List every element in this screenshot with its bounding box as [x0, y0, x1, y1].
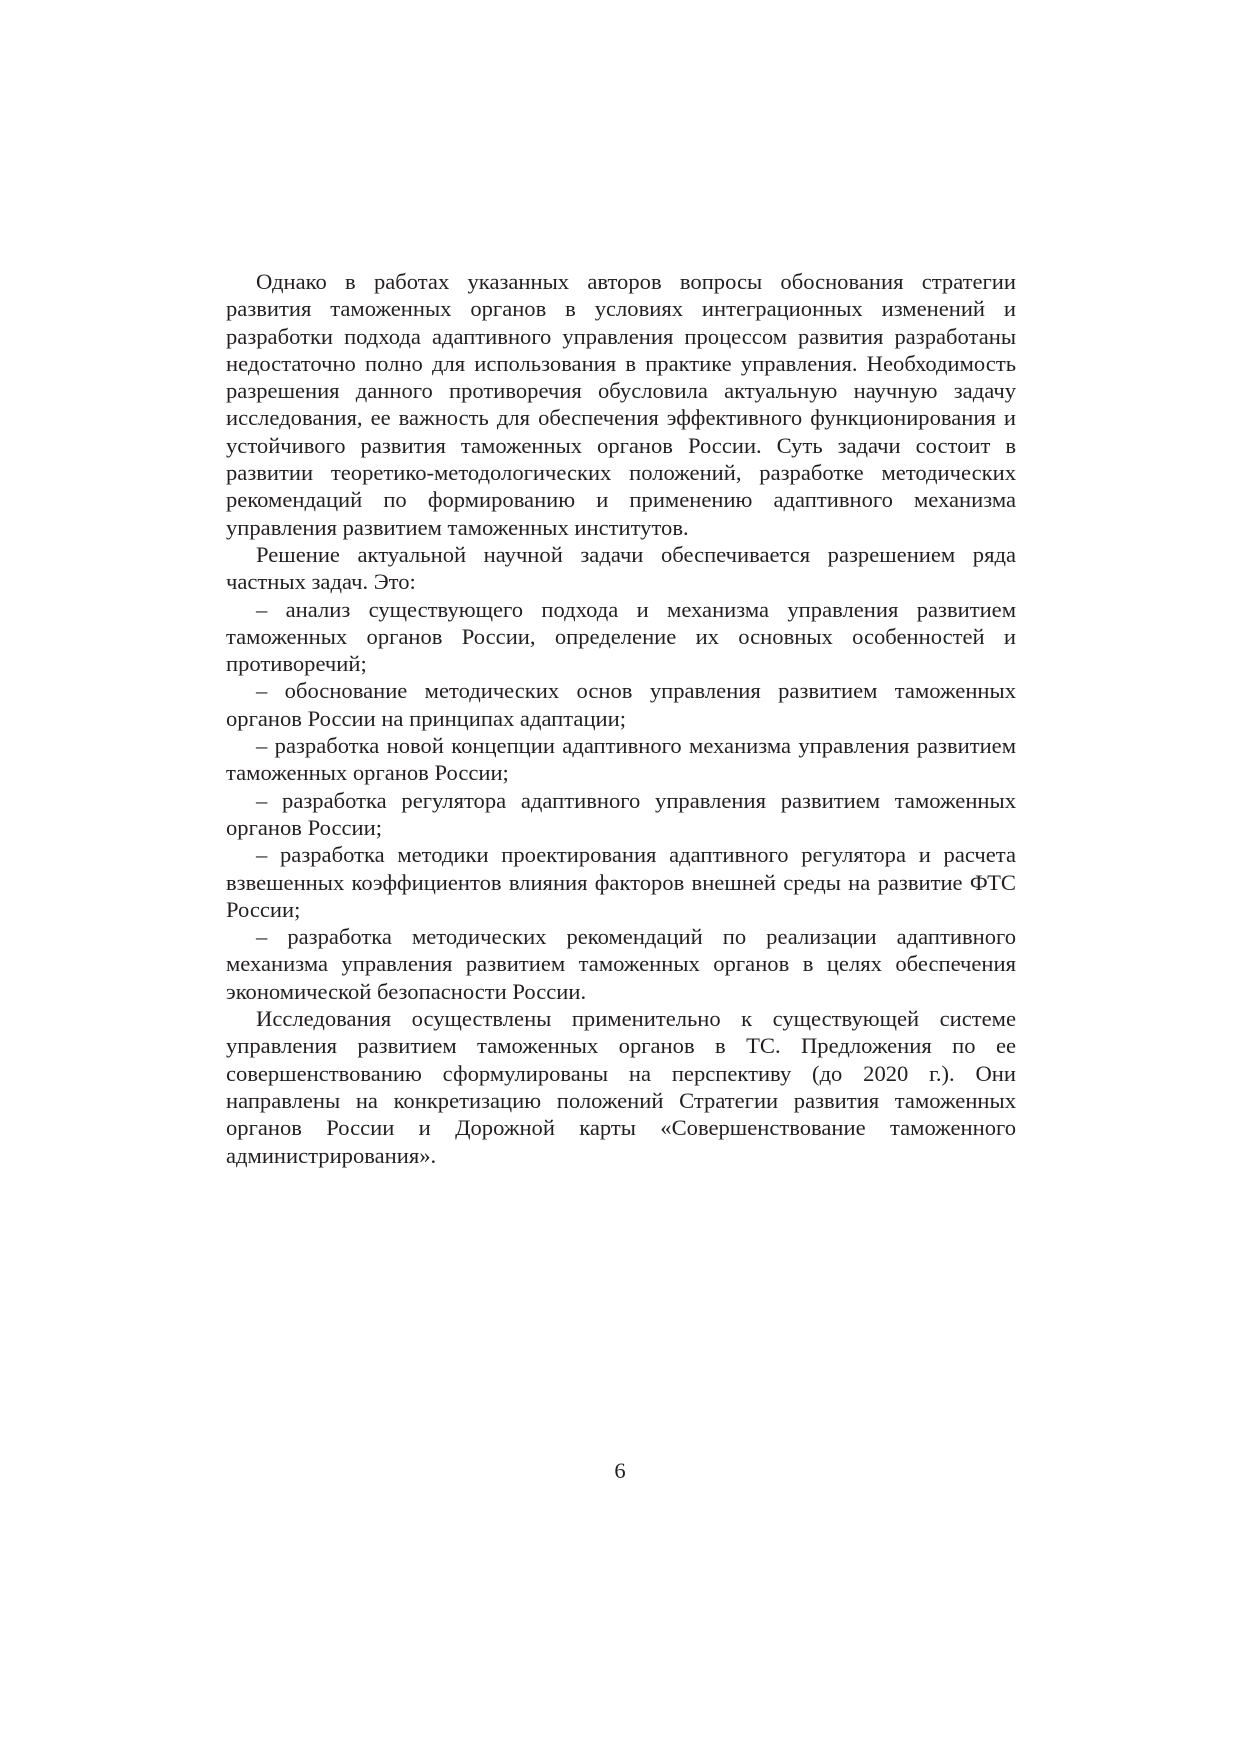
paragraph-tasks-lead: Решение актуальной научной задачи обеспечивается разрешением ряда частных задач. Это:: [226, 541, 1016, 595]
page-number: 6: [614, 1458, 626, 1483]
list-item: – разработка методических рекомендаций по реализации адаптивного механизма управления развитием таможенных органов в целях обеспечения экономической безопасности России.: [226, 924, 1016, 1004]
paragraph-conclusion: Исследования осуществлены применительно к существующей системе управления развитием таможенных органов в ТС. Предложения по ее совершенствованию сформулированы на перспективу (до 2020 г.). Они направлены на конкретизацию положений Стратегии развития таможенных органов России и Дорожной карты «Совершенствование таможенного администрирования».: [226, 1006, 1016, 1168]
list-item: – анализ существующего подхода и механизма управления развитием таможенных органов России, определение их основных особенностей и противоречий;: [226, 596, 1016, 677]
body-text: [226, 268, 1016, 1169]
list-item: – разработка новой концепции адаптивного механизма управления развитием таможенных органов России;: [226, 733, 1016, 786]
paragraph-intro: Однако в работах указанных авторов вопросы обоснования стратегии развития таможенных органов в условиях интеграционных изменений и разработки подхода адаптивного управления процессом развития разработаны недостаточно полно для использования в практике управления. Необходимость разрешения данного противоречия обусловила актуальную научную задачу исследования, ее важность для обеспечения эффективного функционирования и устойчивого развития таможенных органов России. Суть задачи состоит в развитии теоретико-методологических положений, разработке методических рекомендаций по формированию и применению адаптивного механизма управления развитием таможенных институтов.: [226, 269, 1016, 540]
list-item: – разработка регулятора адаптивного управления развитием таможенных органов России;: [226, 787, 1016, 840]
list-item: – разработка методики проектирования адаптивного регулятора и расчета взвешенных коэффициентов влияния факторов внешней среды на развитие ФТС России;: [226, 842, 1016, 922]
list-item: – обоснование методических основ управления развитием таможенных органов России на принципах адаптации;: [226, 678, 1016, 731]
